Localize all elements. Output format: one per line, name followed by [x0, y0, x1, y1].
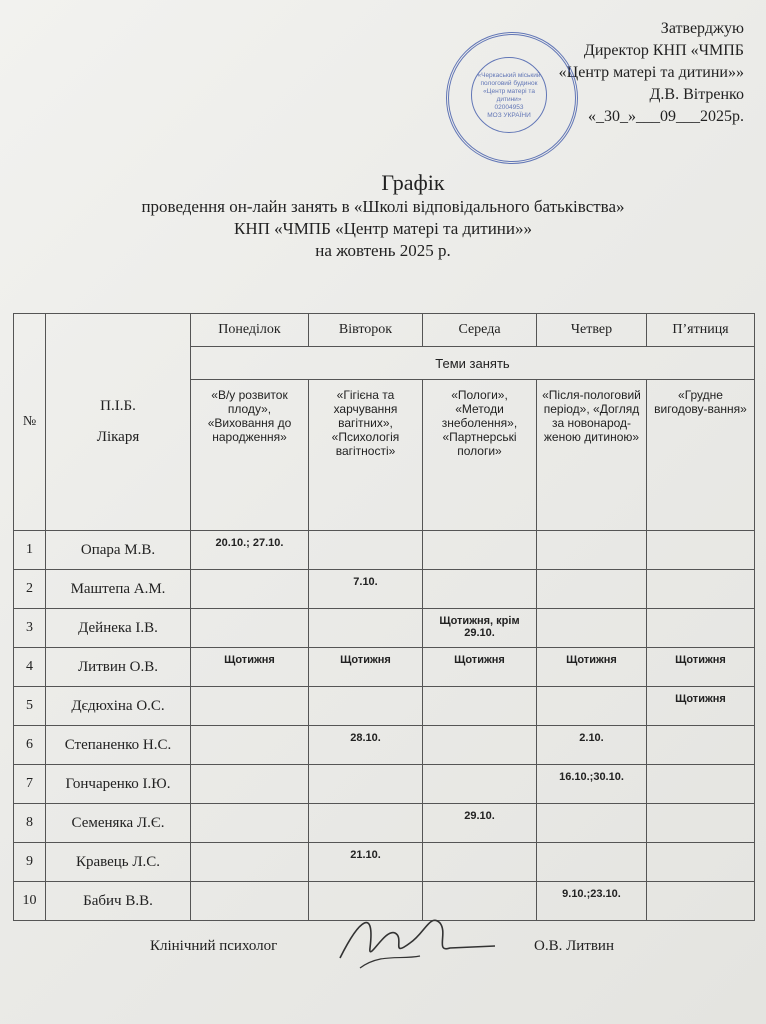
- schedule-table: [13, 313, 755, 921]
- schedule-cell: [647, 765, 755, 804]
- doctor-name: Литвин О.В.: [46, 648, 191, 687]
- schedule-cell: Щотижня: [309, 648, 423, 687]
- table-row: [14, 765, 755, 804]
- table-row: [14, 843, 755, 882]
- stamp-code: 02004953: [494, 104, 524, 111]
- schedule-cell: [191, 804, 309, 843]
- stamp-center: [471, 57, 547, 133]
- topic-cell: «Гігієна та харчування вагітних», «Психологія вагітності»: [309, 380, 423, 531]
- row-number: 7: [14, 765, 46, 804]
- schedule-cell: 9.10.;23.10.: [537, 882, 647, 921]
- document-heading: [0, 170, 766, 262]
- schedule-cell: [309, 804, 423, 843]
- schedule-cell: Щотижня: [423, 648, 537, 687]
- schedule-cell: [537, 609, 647, 648]
- header-name: [46, 314, 191, 531]
- day-header: Вівторок: [309, 314, 423, 347]
- schedule-cell: [191, 609, 309, 648]
- schedule-cell: [647, 804, 755, 843]
- schedule-cell: 21.10.: [309, 843, 423, 882]
- schedule-cell: [423, 726, 537, 765]
- schedule-cell: [647, 843, 755, 882]
- row-number: 4: [14, 648, 46, 687]
- schedule-cell: Щотижня: [647, 687, 755, 726]
- doctor-name: Бабич В.В.: [46, 882, 191, 921]
- schedule-cell: Щотижня: [647, 648, 755, 687]
- header-number: №: [14, 314, 46, 531]
- schedule-cell: [309, 531, 423, 570]
- schedule-cell: 29.10.: [423, 804, 537, 843]
- schedule-cell: 16.10.;30.10.: [537, 765, 647, 804]
- schedule-cell: [647, 882, 755, 921]
- schedule-cell: [191, 882, 309, 921]
- doctor-name: Гончаренко І.Ю.: [46, 765, 191, 804]
- row-number: 6: [14, 726, 46, 765]
- heading-line: КНП «ЧМПБ «Центр матері та дитини»»: [234, 219, 532, 238]
- table-row: [14, 609, 755, 648]
- doctor-name: Маштепа А.М.: [46, 570, 191, 609]
- schedule-cell: 7.10.: [309, 570, 423, 609]
- schedule-cell: [423, 687, 537, 726]
- row-number: 1: [14, 531, 46, 570]
- schedule-cell: [191, 765, 309, 804]
- approval-date: «_30_»___09___2025р.: [588, 108, 744, 125]
- doctor-name: Дєдюхіна О.С.: [46, 687, 191, 726]
- schedule-cell: [309, 609, 423, 648]
- schedule-cell: [309, 687, 423, 726]
- stamp-ministry: МОЗ УКРАЇНИ: [487, 112, 531, 119]
- schedule-cell: [647, 531, 755, 570]
- approval-line: Директор КНП «ЧМПБ: [583, 42, 744, 59]
- schedule-cell: [537, 804, 647, 843]
- schedule-cell: [191, 687, 309, 726]
- row-number: 8: [14, 804, 46, 843]
- schedule-cell: Щотижня, крім 29.10.: [423, 609, 537, 648]
- doctor-name: Дейнека І.В.: [46, 609, 191, 648]
- schedule-cell: [647, 570, 755, 609]
- row-number: 2: [14, 570, 46, 609]
- schedule-rows: [14, 531, 755, 921]
- table-row: [14, 531, 755, 570]
- schedule-cell: [423, 570, 537, 609]
- row-number: 10: [14, 882, 46, 921]
- signature-icon: [330, 898, 500, 978]
- schedule-cell: [647, 726, 755, 765]
- signer-name: О.В. Литвин: [534, 938, 614, 954]
- header-name-line: П.І.Б.: [100, 398, 136, 414]
- schedule-cell: 2.10.: [537, 726, 647, 765]
- schedule-cell: [537, 531, 647, 570]
- table-row: [14, 570, 755, 609]
- day-header: Понеділок: [191, 314, 309, 347]
- table-row: [14, 687, 755, 726]
- official-stamp-icon: [446, 32, 578, 164]
- doctor-name: Семеняка Л.Є.: [46, 804, 191, 843]
- schedule-cell: [423, 843, 537, 882]
- topic-cell: «Після-пологовий період», «Догляд за новонарод-женою дитиною»: [537, 380, 647, 531]
- heading-line: проведення он-лайн занять в «Школі відповідального батьківства»: [141, 197, 625, 216]
- row-number: 9: [14, 843, 46, 882]
- topic-cell: «В/у розвиток плоду», «Виховання до народження»: [191, 380, 309, 531]
- table-row: [14, 648, 755, 687]
- heading-line: на жовтень 2025 р.: [315, 241, 451, 260]
- schedule-cell: [191, 570, 309, 609]
- doctor-name: Опара М.В.: [46, 531, 191, 570]
- schedule-cell: [647, 609, 755, 648]
- approval-line: Затверджую: [660, 20, 744, 37]
- schedule-cell: [423, 765, 537, 804]
- header-name-line: Лікаря: [96, 429, 140, 445]
- schedule-cell: Щотижня: [191, 648, 309, 687]
- schedule-cell: [537, 843, 647, 882]
- doctor-name: Кравець Л.С.: [46, 843, 191, 882]
- schedule-cell: Щотижня: [537, 648, 647, 687]
- approval-line: Д.В. Вітренко: [649, 86, 744, 103]
- row-number: 3: [14, 609, 46, 648]
- signer-role: Клінічний психолог: [150, 938, 278, 954]
- topics-header: Теми занять: [191, 347, 755, 380]
- doctor-name: Степаненко Н.С.: [46, 726, 191, 765]
- topic-cell: «Пологи», «Методи знеболення», «Партнерські пологи»: [423, 380, 537, 531]
- day-header: Четвер: [537, 314, 647, 347]
- schedule-cell: [191, 843, 309, 882]
- approval-line: «Центр матері та дитини»»: [558, 64, 744, 81]
- schedule-cell: [191, 726, 309, 765]
- schedule-cell: [309, 765, 423, 804]
- schedule-cell: [423, 531, 537, 570]
- table-row: [14, 726, 755, 765]
- stamp-text: «Черкаський міський пологовий будинок «Центр матері та дитини»: [477, 72, 541, 103]
- table-row: [14, 804, 755, 843]
- row-number: 5: [14, 687, 46, 726]
- schedule-cell: [537, 687, 647, 726]
- schedule-cell: [537, 570, 647, 609]
- schedule-cell: 28.10.: [309, 726, 423, 765]
- topic-cell: «Грудне вигодову-вання»: [647, 380, 755, 531]
- schedule-cell: 20.10.; 27.10.: [191, 531, 309, 570]
- day-header: Середа: [423, 314, 537, 347]
- page-title: Графік: [381, 170, 445, 195]
- day-header: П’ятниця: [647, 314, 755, 347]
